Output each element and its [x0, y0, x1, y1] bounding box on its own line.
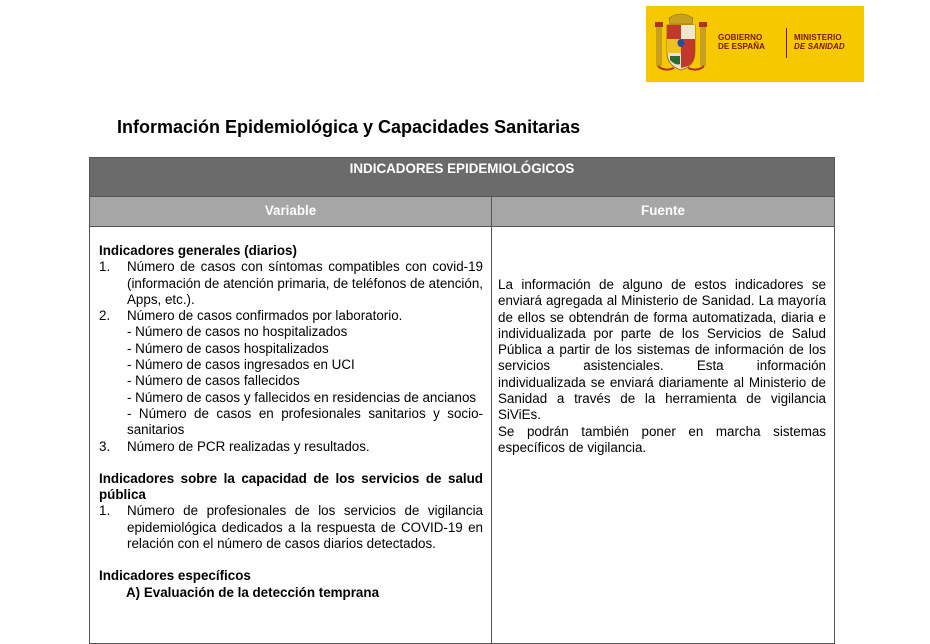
column-header-variable: Variable [90, 197, 492, 227]
sub-item: - Número de casos ingresados en UCI [127, 357, 355, 373]
table-main-header: INDICADORES EPIDEMIOLÓGICOS [90, 158, 835, 197]
subsection-title-deteccion: A) Evaluación de la detección temprana [126, 584, 380, 600]
sub-item: - Número de casos fallecidos [127, 373, 300, 389]
item-number: 1. [99, 259, 111, 275]
section-title-capacidad: Indicadores sobre la capacidad de los servicios de salud pública [99, 470, 483, 503]
ministerio-line2: DE SANIDAD [794, 42, 845, 51]
list-item [99, 259, 483, 308]
list-item [99, 503, 483, 552]
sub-item: - Número de casos y fallecidos en residencias de ancianos [127, 389, 477, 405]
item-text: Número de casos confirmados por laboratorio. [127, 308, 403, 324]
list-item [99, 439, 483, 455]
page-title: Información Epidemiológica y Capacidades Sanitarias [117, 117, 581, 137]
gobierno-line1: GOBIERNO [718, 33, 763, 42]
ministerio-label [794, 33, 845, 51]
fuente-paragraph: La información de alguno de estos indicadores se enviará agregada al Ministerio de Sanidad. La mayoría de ellos se obtendrán de forma automatizada, diaria e individualizada por parte de los Servicios de Salud Pública a partir de los sistemas de información de los servicios asistenciales. Esta información individualizada se enviará diariamente al Ministerio de Sanidad a través de la herramienta de vigilancia SiViEs. [498, 277, 826, 423]
item-body [127, 308, 483, 438]
indicators-table [89, 157, 835, 644]
fuente-paragraph-2: Se podrán también poner en marcha sistemas específicos de vigilancia. [498, 423, 826, 455]
gobierno-espana-logo [646, 6, 864, 82]
item-number: 3. [99, 438, 111, 454]
sub-item: - Número de casos no hospitalizados [127, 324, 348, 340]
sub-item: - Número de casos hospitalizados [127, 340, 329, 356]
gobierno-line2: DE ESPAÑA [718, 42, 765, 51]
item-number: 1. [99, 503, 111, 519]
fuente-cell [492, 227, 835, 644]
section-title-especificos: Indicadores específicos [99, 568, 251, 584]
capacity-indicators-list [99, 503, 483, 552]
coat-of-arms-icon [654, 12, 708, 76]
variable-cell [90, 227, 492, 644]
gobierno-label [718, 33, 765, 51]
column-header-fuente: Fuente [492, 197, 835, 227]
item-text: Número de casos con síntomas compatibles con covid-19 (información de atención primaria, de teléfonos de atención, Apps, etc.). [127, 259, 483, 307]
logo-divider [786, 28, 787, 58]
ministerio-line1: MINISTERIO [794, 33, 842, 42]
item-text: Número de PCR realizadas y resultados. [127, 438, 370, 454]
list-item [99, 308, 483, 438]
section-title-general: Indicadores generales (diarios) [99, 243, 297, 258]
general-indicators-list [99, 259, 483, 455]
item-text: Número de profesionales de los servicios de vigilancia epidemiológica dedicados a la respuesta de COVID-19 en relación con el número de casos diarios detectados. [127, 503, 483, 552]
item-number: 2. [99, 308, 111, 324]
sub-item: - Número de casos en profesionales sanitarios y socio-sanitarios [127, 405, 483, 438]
